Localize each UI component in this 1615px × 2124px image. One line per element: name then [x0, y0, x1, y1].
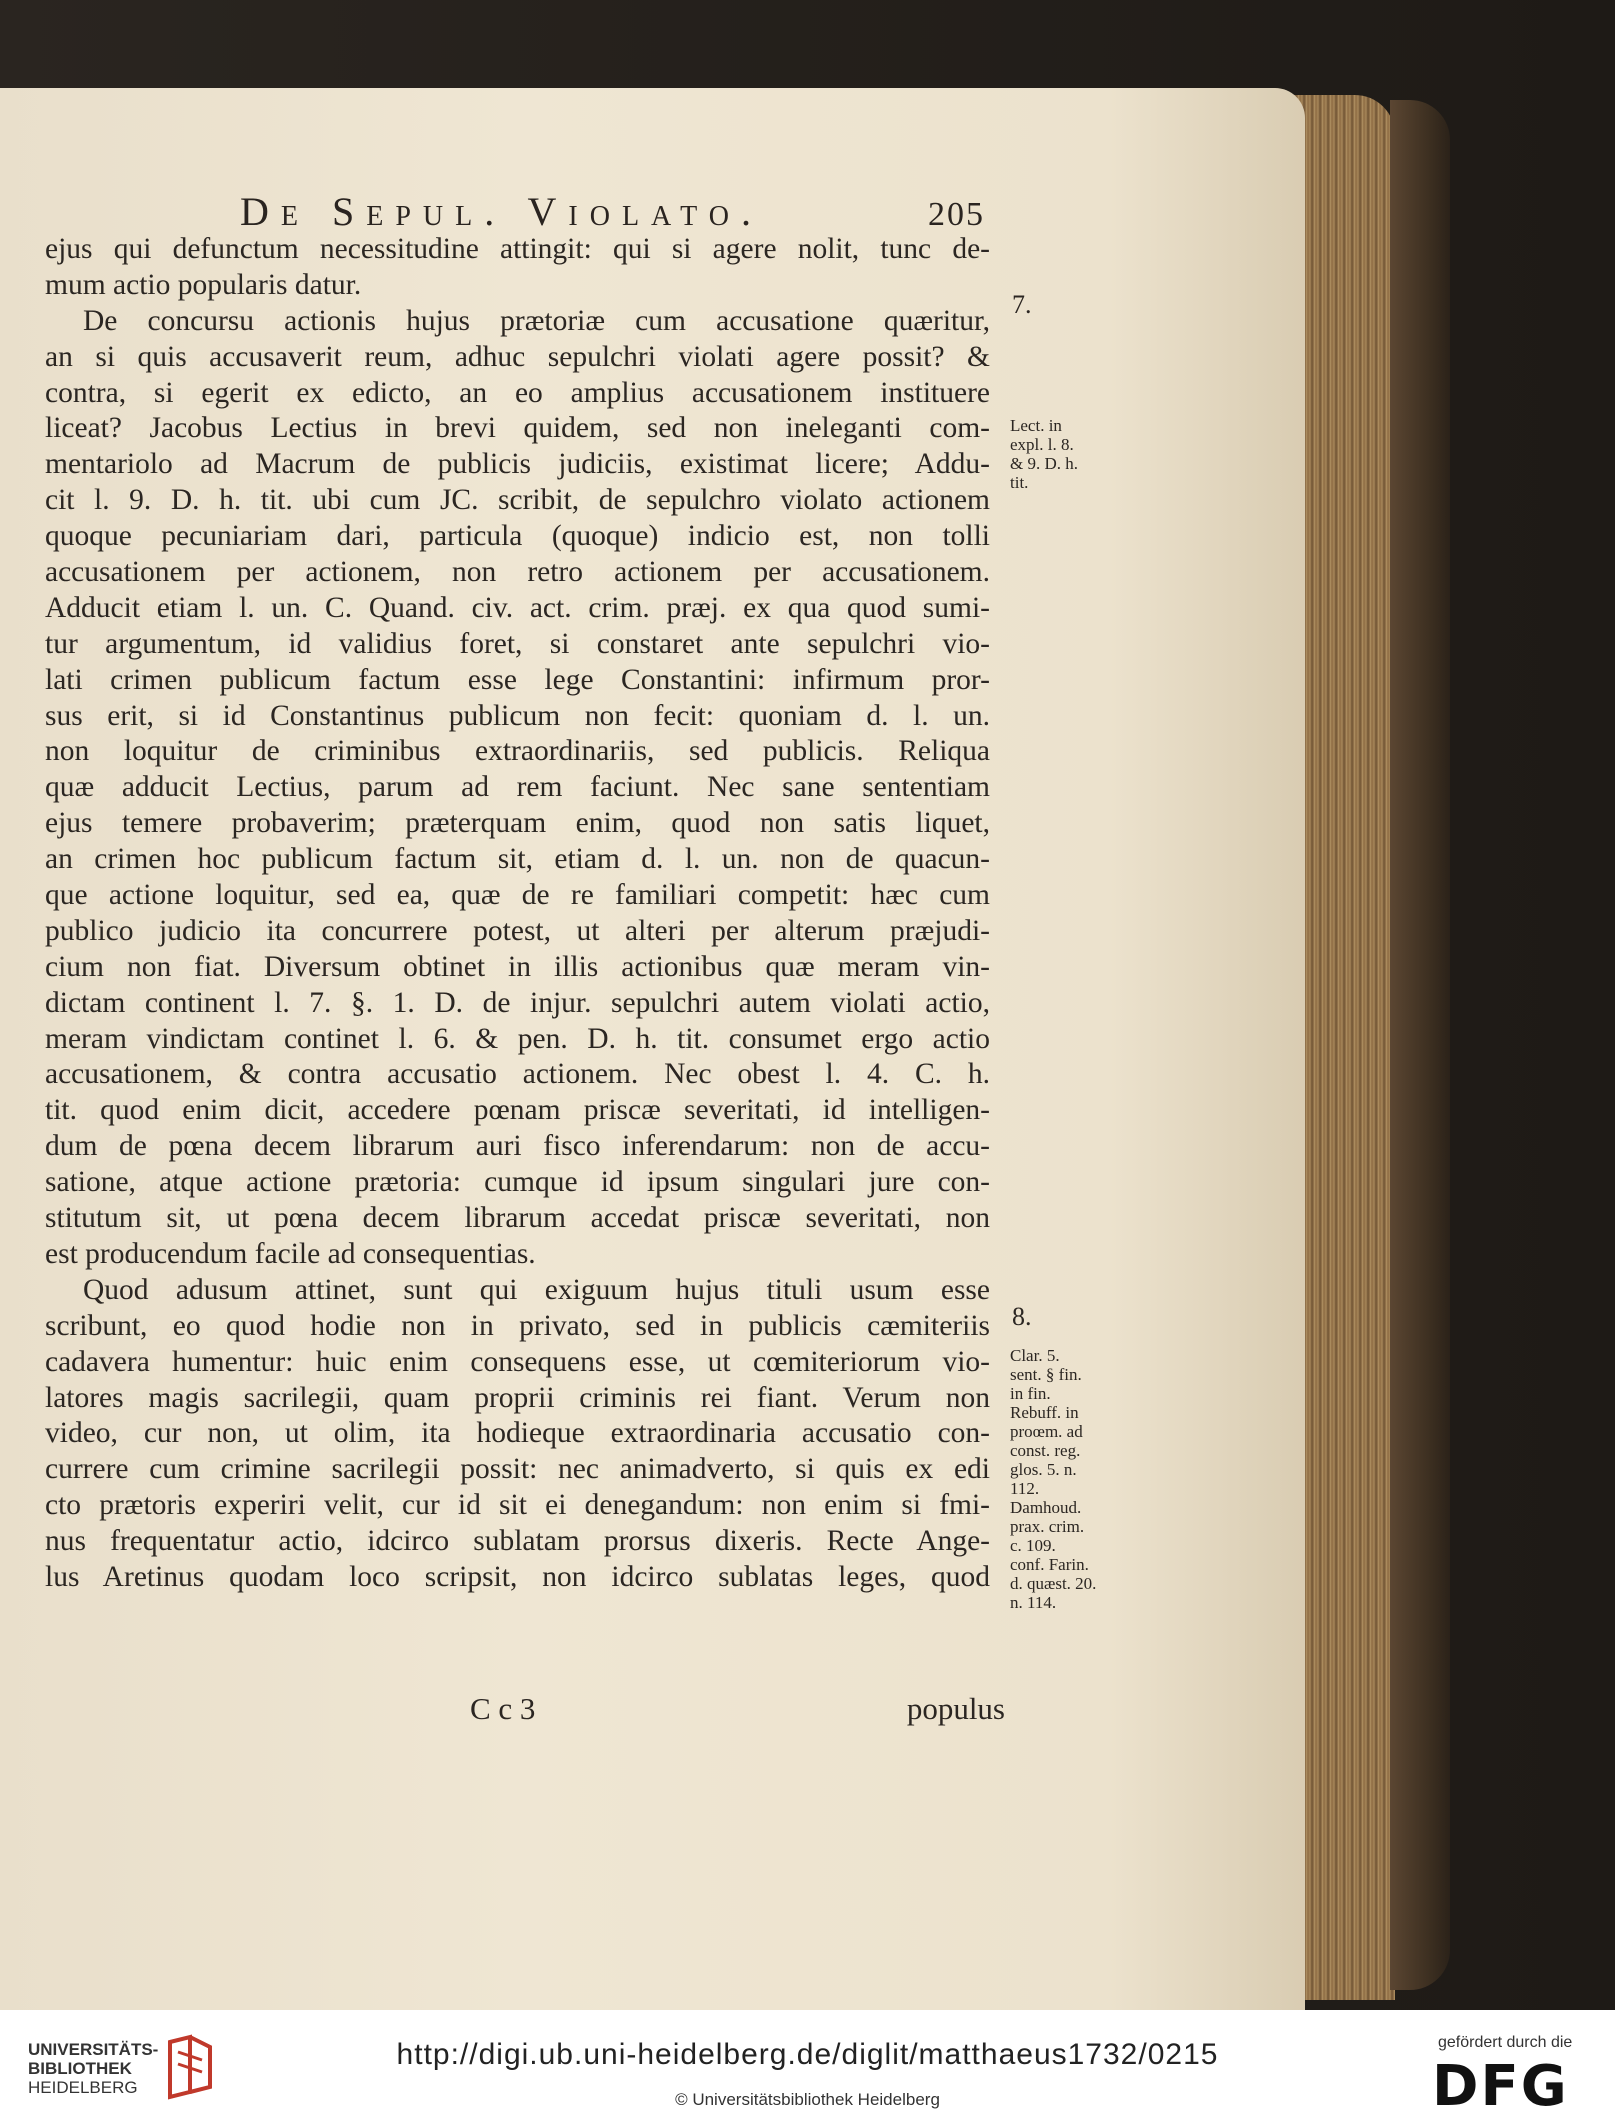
text-line: ejus qui defunctum necessitudine attingit: qui si agere nolit, tunc de-: [45, 233, 990, 265]
text-line: cium non fiat. Diversum obtinet in illis actionibus quæ meram vin-: [45, 950, 990, 983]
text-line: non loquitur de criminibus extraordinariis, sed publicis. Reliqua: [45, 735, 990, 768]
running-head-title: De Sepul. Violato.: [240, 189, 763, 234]
text-line: Quod adusum attinet, sunt qui exiguum hujus tituli usum esse: [83, 1273, 990, 1306]
text-line: publico judicio ita concurrere potest, ut alteri per alterum præjudi-: [45, 914, 990, 947]
text-line: accusationem, & contra accusatio actionem. Nec obest l. 4. C. h.: [45, 1058, 990, 1091]
text-line: accusationem per actionem, non retro actionem per accusationem.: [45, 556, 990, 589]
permalink[interactable]: http://digi.ub.uni-heidelberg.de/diglit/matthaeus1732/0215: [396, 2038, 1219, 2071]
page-edges: [1290, 95, 1395, 2000]
text-line: an si quis accusaverit reum, adhuc sepulchri violati agere possit? &: [45, 340, 990, 373]
margin-note-7: Lect. in expl. l. 8. & 9. D. h. tit.: [1010, 416, 1078, 492]
text-line: video, cur non, ut olim, ita hodieque extraordinaria accusatio con-: [45, 1417, 990, 1450]
text-line: tit. quod enim dicit, accedere pœnam priscæ severitati, id intelligen-: [45, 1094, 990, 1127]
text-line: currere cum crimine sacrilegii possit: nec animadverto, si quis ex edi: [45, 1453, 990, 1486]
signature-mark: C c 3: [470, 1691, 536, 1726]
text-line: est producendum facile ad consequentias.: [45, 1237, 536, 1270]
text-line: lus Aretinus quodam loco scripsit, non idcirco sublatas leges, quod: [45, 1560, 990, 1593]
viewer-footer: [0, 2010, 1615, 2124]
text-line: quæ adducit Lectius, parum ad rem faciunt. Nec sane sententiam: [45, 771, 990, 804]
text-line: quoque pecuniariam dari, particula (quoque) indicio est, non tolli: [45, 520, 990, 553]
text-line: stitutum sit, ut pœna decem librarum accedat priscæ severitati, non: [45, 1202, 990, 1235]
text-line: an crimen hoc publicum factum sit, etiam d. l. un. non de quacun-: [45, 843, 990, 876]
text-line: satione, atque actione prætoria: cumque id ipsum singulari jure con-: [45, 1166, 990, 1199]
text-line: meram vindictam continet l. 6. & pen. D. h. tit. consumet ergo actio: [45, 1022, 990, 1055]
text-line: nus frequentatur actio, idcirco sublatam prorsus dixeris. Recte Ange-: [45, 1525, 990, 1558]
text-line: cto prætoris experiri velit, cur id sit ei denegandum: non enim si fmi-: [45, 1489, 990, 1522]
text-line: De concursu actionis hujus prætoriæ cum accusatione quæritur,: [83, 304, 990, 337]
text-line: cadavera humentur: huic enim consequens esse, ut cœmiteriorum vio-: [45, 1345, 990, 1378]
text-line: Adducit etiam l. un. C. Quand. civ. act. crim. præj. ex qua quod sumi-: [45, 591, 990, 624]
text-line: liceat? Jacobus Lectius in brevi quidem, sed non ineleganti com-: [45, 412, 990, 445]
book-cover: [1390, 100, 1450, 1990]
text-line: lati crimen publicum factum esse lege Constantini: infirmum pror-: [45, 663, 990, 696]
logo-line-2: BIBLIOTHEK: [28, 2059, 132, 2078]
text-line: que actione loquitur, sed ea, quæ de re familiari competit: hæc cum: [45, 879, 990, 912]
text-line: mentariolo ad Macrum de publicis judiciis, existimat licere; Addu-: [45, 448, 990, 481]
section-number-7: 7.: [1012, 290, 1032, 319]
logo-line-3: HEIDELBERG: [28, 2078, 138, 2097]
text-line: ejus temere probaverim; præterquam enim, quod non satis liquet,: [45, 807, 990, 840]
text-line: scribunt, eo quod hodie non in privato, sed in publicis cæmiteriis: [45, 1309, 990, 1342]
section-number-8: 8.: [1012, 1302, 1032, 1331]
copyright: © Universitätsbibliothek Heidelberg: [675, 2090, 940, 2109]
text-line: contra, si egerit ex edicto, an eo amplius accusationem instituere: [45, 376, 990, 409]
text-line: mum actio popularis datur.: [45, 268, 362, 301]
text-line: sus erit, si id Constantinus publicum non fecit: quoniam d. l. un.: [45, 699, 990, 732]
text-line: cit l. 9. D. h. tit. ubi cum JC. scribit, de sepulchro violato actionem: [45, 484, 990, 517]
page-number: 205: [928, 196, 985, 233]
margin-note-8: Clar. 5. sent. § fin. in fin. Rebuff. in proœm. ad const. reg. glos. 5. n. 112. Damhoud. prax. crim. c. 109. conf. Farin. d. quæst. 20. n. 114.: [1010, 1346, 1097, 1612]
running-head: [240, 188, 985, 235]
text-line: latores magis sacrilegii, quam proprii criminis rei fiant. Verum non: [45, 1381, 990, 1414]
logo-line-1: UNIVERSITÄTS-: [28, 2040, 159, 2059]
body-text: [45, 232, 990, 1596]
text-line: dum de pœna decem librarum auri fisco inferendarum: non de accu-: [45, 1130, 990, 1163]
dfg-logo: DFG: [1432, 2054, 1569, 2119]
funded-by-label: gefördert durch die: [1438, 2034, 1573, 2051]
text-line: dictam continent l. 7. §. 1. D. de injur. sepulchri autem violati actio,: [45, 986, 990, 1019]
catchword: populus: [906, 1691, 1005, 1726]
catchline: [470, 1691, 1005, 1727]
text-line: tur argumentum, id validius foret, si constaret ante sepulchri vio-: [45, 627, 990, 660]
